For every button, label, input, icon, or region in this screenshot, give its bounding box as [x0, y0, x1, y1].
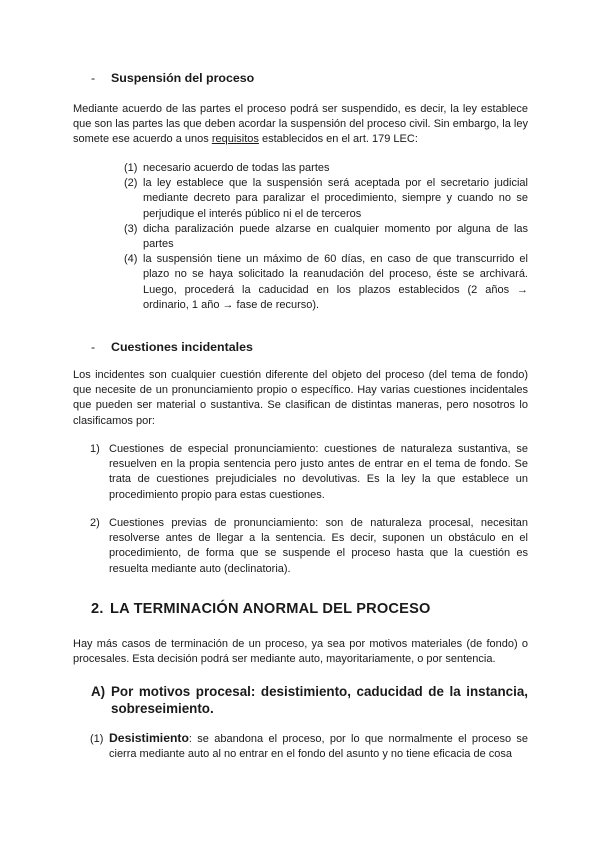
bullet-dash: - [91, 340, 96, 354]
list-item: (3) dicha paralización puede alzarse en cualquier momento por alguna de las partes [124, 222, 528, 251]
heading-suspension [91, 71, 254, 85]
heading-text: LA TERMINACIÓN ANORMAL DEL PROCESO [110, 601, 431, 617]
desistimiento-item: (1) Desistimiento: se abandona el proceso, por lo que normalmente el proceso se cierra mediante auto al no entrar en el fondo del asunto y no tiene eficacia de cosa [90, 731, 528, 761]
heading-cuestiones-incidentales [91, 340, 253, 354]
list-item: 1) Cuestiones de especial pronunciamiento: cuestiones de naturaleza sustantiva, se resuelven en la propia sentencia pero justo antes de entrar en el tema de fondo. Se trata de cuestiones prejudiciales no devolutivas. Es la ley la que establece un procedimiento propio para estas cuestiones. [90, 443, 528, 501]
requisitos-link: requisitos [211, 133, 259, 146]
incidentes-list [90, 442, 528, 503]
list-item: 2) Cuestiones previas de pronunciamiento: son de naturaleza procesal, necesitan resolverse antes de llegar a la sentencia. Es decir, suponen un obstáculo en el procedimiento, de forma que se suspende el proceso hasta que la cuestión es resuelta mediante auto (declinatoria). [90, 517, 528, 575]
list-item: (2) la ley establece que la suspensión será aceptada por el secretario judicial mediante decreto para paralizar el procedimiento, siempre y cuando no se perjudique el interés público ni el de terceros [124, 177, 528, 220]
list-item: (4) la suspensión tiene un máximo de 60 días, en caso de que transcurrido el plazo no se haya solicitado la reanudación del proceso, éste se archivará. Luego, procederá la caducidad en los plazos establecidos (2 años → ordinario, 1 año → fase de recurso). [124, 253, 528, 311]
paragraph-terminacion-intro: Hay más casos de terminación de un proceso, ya sea por motivos materiales (de fondo) o procesales. Esta decisión podrá ser mediante auto, mayoritariamente, o por sentencia. [73, 638, 528, 666]
heading-text: Cuestiones incidentales [111, 340, 253, 354]
desistimiento-term: Desistimiento [109, 731, 189, 745]
list-item: (1) necesario acuerdo de todas las partes [124, 162, 330, 174]
paragraph-suspension-intro: Mediante acuerdo de las partes el proceso podrá ser suspendido, es decir, la ley establece que son las partes las que deben acordar la suspensión del proceso civil. Sin embargo, la ley somete ese acuerdo a unos requisitos establecidos en el art. 179 LEC: [73, 103, 528, 146]
subheading-motivos-procesal: A) Por motivos procesal: desistimiento, caducidad de la instancia, sobreseimiento. [91, 684, 528, 716]
suspension-requirements-list [124, 161, 528, 313]
heading-terminacion-anormal: 2. LA TERMINACIÓN ANORMAL DEL PROCESO [91, 601, 431, 617]
paragraph-incidentes-intro: Los incidentes son cualquier cuestión diferente del objeto del proceso (del tema de fondo) que necesite de un pronunciamiento propio o específico. Hay varias cuestiones incidentales que pueden ser material o sustantiva. Se clasifican de distintas maneras, pero nosotros lo clasificamos por: [73, 369, 528, 427]
incidentes-list-2 [90, 516, 528, 577]
heading-text: Suspensión del proceso [111, 71, 255, 85]
bullet-dash: - [91, 71, 96, 85]
